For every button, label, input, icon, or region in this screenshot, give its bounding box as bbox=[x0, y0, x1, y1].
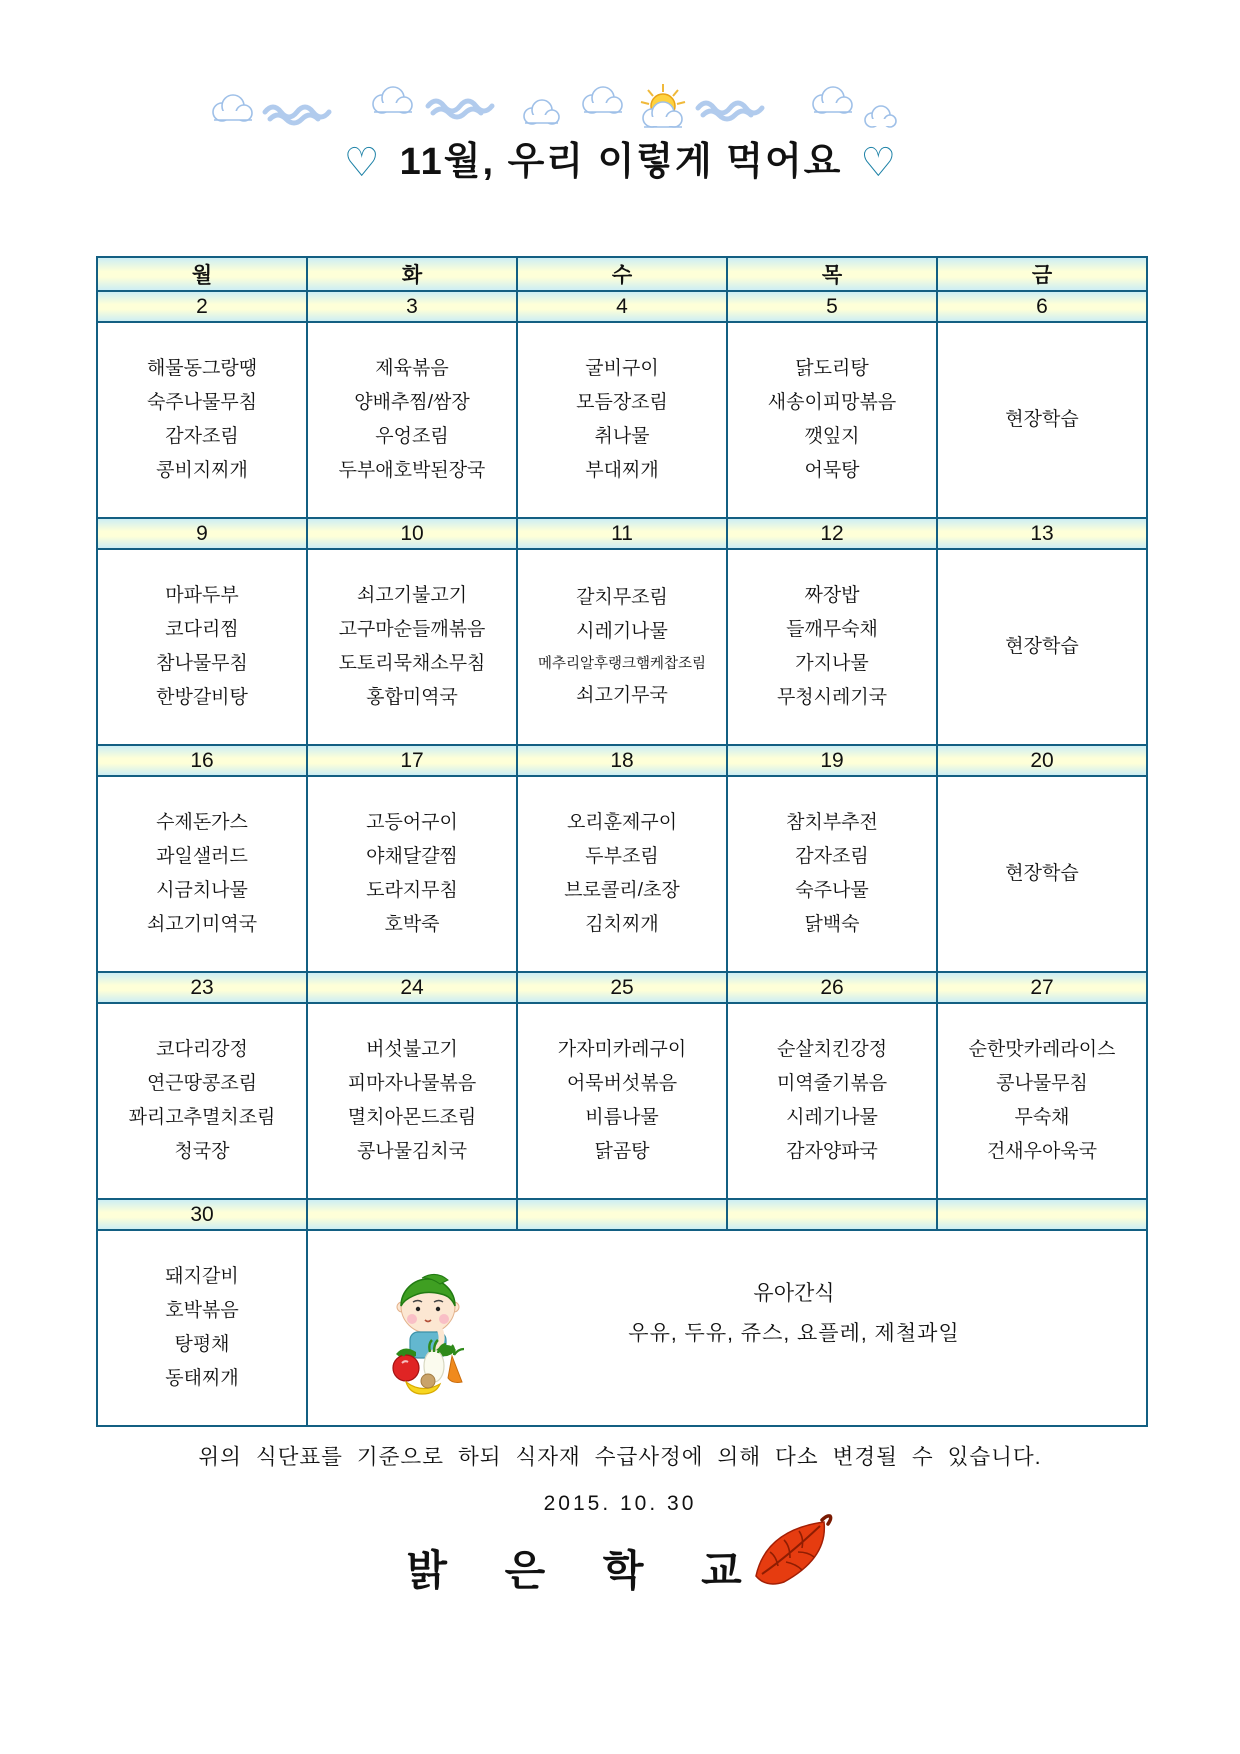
menu-item: 모듬장조림 bbox=[576, 392, 668, 413]
menu-item: 두부애호박된장국 bbox=[338, 460, 486, 481]
menu-item: 감자양파국 bbox=[786, 1141, 878, 1162]
menu-cell bbox=[307, 549, 517, 745]
page-title bbox=[96, 130, 1146, 185]
menu-cell bbox=[97, 1230, 307, 1426]
heart-icon: ♡ bbox=[860, 141, 899, 185]
menu-item: 가지나물 bbox=[795, 653, 869, 674]
cloud-icon bbox=[865, 106, 896, 127]
menu-item: 현장학습 bbox=[1005, 636, 1079, 657]
cloud-icon bbox=[583, 87, 622, 113]
day-header-row bbox=[97, 257, 1147, 291]
menu-cell bbox=[97, 322, 307, 518]
menu-item: 동태찌개 bbox=[165, 1368, 239, 1389]
cloud-icon bbox=[813, 87, 852, 113]
menu-row bbox=[97, 1230, 1147, 1426]
day-header-cell: 목 bbox=[727, 257, 937, 291]
menu-item: 어묵버섯볶음 bbox=[566, 1073, 678, 1094]
menu-item: 오리훈제구이 bbox=[566, 812, 678, 833]
menu-item: 시금치나물 bbox=[156, 880, 248, 901]
date-row bbox=[97, 1199, 1147, 1230]
menu-item: 과일샐러드 bbox=[156, 846, 248, 867]
menu-item: 콩나물무침 bbox=[996, 1073, 1088, 1094]
menu-calendar-table bbox=[96, 256, 1148, 1427]
date-cell: 20 bbox=[937, 745, 1147, 776]
menu-cell bbox=[97, 549, 307, 745]
menu-item: 참나물무침 bbox=[156, 653, 248, 674]
menu-item: 쇠고기불고기 bbox=[356, 585, 468, 606]
menu-item: 콩나물김치국 bbox=[356, 1141, 468, 1162]
school-name: 밝 은 학 교 bbox=[406, 1547, 752, 1594]
menu-item: 시레기나물 bbox=[576, 621, 668, 642]
menu-item: 쇠고기미역국 bbox=[146, 914, 258, 935]
date-cell: 4 bbox=[517, 291, 727, 322]
menu-item: 돼지갈비 bbox=[165, 1266, 239, 1287]
menu-item: 가자미카레구이 bbox=[557, 1039, 687, 1060]
menu-cell bbox=[97, 776, 307, 972]
menu-cell bbox=[937, 1003, 1147, 1199]
date-cell: 18 bbox=[517, 745, 727, 776]
menu-row bbox=[97, 1003, 1147, 1199]
red-leaf-icon bbox=[748, 1514, 834, 1596]
school-signature bbox=[0, 1538, 1240, 1598]
menu-item: 짜장밥 bbox=[804, 585, 860, 606]
issue-date: 2015. 10. 30 bbox=[543, 1492, 697, 1515]
menu-item: 홍합미역국 bbox=[366, 687, 458, 708]
date-cell: 11 bbox=[517, 518, 727, 549]
menu-item: 들깨무숙채 bbox=[786, 619, 878, 640]
menu-item: 갈치무조림 bbox=[576, 587, 668, 608]
date-cell bbox=[937, 1199, 1147, 1230]
menu-item: 호박볶음 bbox=[165, 1300, 239, 1321]
menu-item: 현장학습 bbox=[1005, 863, 1079, 884]
menu-item: 해물동그랑땡 bbox=[146, 358, 258, 379]
date-cell: 23 bbox=[97, 972, 307, 1003]
menu-item: 순살치킨강정 bbox=[776, 1039, 888, 1060]
field-trip-cell bbox=[937, 549, 1147, 745]
cloud-icon bbox=[213, 95, 252, 121]
snack-cell bbox=[307, 1230, 1147, 1426]
menu-item: 버섯불고기 bbox=[366, 1039, 458, 1060]
menu-cell bbox=[517, 776, 727, 972]
menu-cell bbox=[517, 322, 727, 518]
menu-item: 야채달걀찜 bbox=[366, 846, 458, 867]
sun-icon bbox=[641, 84, 685, 127]
date-cell bbox=[307, 1199, 517, 1230]
menu-cell bbox=[307, 776, 517, 972]
snack-title: 유아간식 bbox=[753, 1282, 835, 1305]
menu-item: 청국장 bbox=[174, 1141, 230, 1162]
menu-row bbox=[97, 322, 1147, 518]
menu-item: 콩비지찌개 bbox=[156, 460, 248, 481]
snack-items: 우유, 두유, 쥬스, 요플레, 제철과일 bbox=[628, 1322, 960, 1345]
menu-item: 멸치아몬드조림 bbox=[347, 1107, 477, 1128]
clouds-decoration bbox=[200, 82, 900, 136]
menu-item: 감자조림 bbox=[795, 846, 869, 867]
menu-cell bbox=[727, 776, 937, 972]
date-cell: 10 bbox=[307, 518, 517, 549]
menu-item: 도토리묵채소무침 bbox=[338, 653, 486, 674]
menu-item: 코다리강정 bbox=[156, 1039, 248, 1060]
menu-item: 한방갈비탕 bbox=[156, 687, 248, 708]
menu-item: 감자조림 bbox=[165, 426, 239, 447]
vegetables bbox=[393, 1340, 464, 1394]
date-cell: 12 bbox=[727, 518, 937, 549]
menu-item: 피마자나물볶음 bbox=[347, 1073, 477, 1094]
menu-item: 꽈리고추멸치조림 bbox=[128, 1107, 276, 1128]
date-row bbox=[97, 745, 1147, 776]
menu-item: 숙주나물무침 bbox=[146, 392, 258, 413]
menu-row bbox=[97, 776, 1147, 972]
menu-item: 연근땅콩조림 bbox=[146, 1073, 258, 1094]
menu-item: 닭도리탕 bbox=[795, 358, 869, 379]
menu-item: 깻잎지 bbox=[804, 426, 860, 447]
menu-item: 숙주나물 bbox=[795, 880, 869, 901]
menu-item: 건새우아욱국 bbox=[986, 1141, 1098, 1162]
date-row bbox=[97, 518, 1147, 549]
menu-cell bbox=[517, 1003, 727, 1199]
menu-item: 굴비구이 bbox=[585, 358, 659, 379]
menu-item: 부대찌개 bbox=[585, 460, 659, 481]
menu-cell bbox=[727, 1003, 937, 1199]
menu-item: 수제돈가스 bbox=[156, 812, 248, 833]
menu-item: 제육볶음 bbox=[375, 358, 449, 379]
menu-cell bbox=[517, 549, 727, 745]
page-title-text: 11월, 우리 이렇게 먹어요 bbox=[399, 141, 843, 183]
heart-icon: ♡ bbox=[343, 141, 382, 185]
date-cell bbox=[727, 1199, 937, 1230]
menu-item: 닭백숙 bbox=[804, 914, 860, 935]
menu-item: 어묵탕 bbox=[804, 460, 860, 481]
menu-calendar-body bbox=[97, 291, 1147, 1199]
menu-item: 닭곰탕 bbox=[594, 1141, 650, 1162]
date-cell: 5 bbox=[727, 291, 937, 322]
menu-item: 도라지무침 bbox=[366, 880, 458, 901]
field-trip-cell bbox=[937, 322, 1147, 518]
boy-with-vegetables-illustration bbox=[372, 1260, 484, 1396]
menu-item: 탕평채 bbox=[174, 1334, 230, 1355]
menu-cell bbox=[727, 549, 937, 745]
date-cell: 30 bbox=[97, 1199, 307, 1230]
menu-item: 새송이피망볶음 bbox=[767, 392, 897, 413]
menu-item: 호박죽 bbox=[384, 914, 440, 935]
menu-item: 취나물 bbox=[594, 426, 650, 447]
menu-cell bbox=[97, 1003, 307, 1199]
date-cell: 6 bbox=[937, 291, 1147, 322]
field-trip-cell bbox=[937, 776, 1147, 972]
menu-item: 두부조림 bbox=[585, 846, 659, 867]
last-week-body bbox=[97, 1199, 1147, 1426]
menu-item: 우엉조림 bbox=[375, 426, 449, 447]
menu-item: 고등어구이 bbox=[366, 812, 458, 833]
date-cell: 26 bbox=[727, 972, 937, 1003]
day-header-cell: 화 bbox=[307, 257, 517, 291]
date-cell: 3 bbox=[307, 291, 517, 322]
date-cell: 2 bbox=[97, 291, 307, 322]
menu-item: 참치부추전 bbox=[786, 812, 878, 833]
menu-item: 시레기나물 bbox=[786, 1107, 878, 1128]
menu-item: 브로콜리/초장 bbox=[564, 880, 680, 901]
menu-cell bbox=[307, 322, 517, 518]
menu-item: 쇠고기무국 bbox=[576, 685, 668, 706]
menu-item: 메추리알후랭크햄케찹조림 bbox=[537, 656, 707, 672]
menu-item: 코다리찜 bbox=[165, 619, 239, 640]
cloud-icon bbox=[373, 87, 412, 113]
date-cell: 17 bbox=[307, 745, 517, 776]
date-cell: 9 bbox=[97, 518, 307, 549]
change-notice: 위의 식단표를 기준으로 하되 식자재 수급사정에 의해 다소 변경될 수 있습니다. bbox=[198, 1445, 1042, 1469]
day-header-cell: 금 bbox=[937, 257, 1147, 291]
date-cell: 25 bbox=[517, 972, 727, 1003]
date-cell: 27 bbox=[937, 972, 1147, 1003]
crayon-squiggle bbox=[265, 101, 762, 123]
date-cell bbox=[517, 1199, 727, 1230]
menu-item: 무청시레기국 bbox=[776, 687, 888, 708]
menu-row bbox=[97, 549, 1147, 745]
menu-item: 마파두부 bbox=[165, 585, 239, 606]
menu-item: 양배추찜/쌈장 bbox=[354, 392, 470, 413]
menu-item: 무숙채 bbox=[1014, 1107, 1070, 1128]
menu-item: 김치찌개 bbox=[585, 914, 659, 935]
menu-item: 순한맛카레라이스 bbox=[968, 1039, 1116, 1060]
menu-item: 고구마순들깨볶음 bbox=[338, 619, 486, 640]
cloud-icon bbox=[524, 100, 559, 124]
day-header-cell: 수 bbox=[517, 257, 727, 291]
date-cell: 16 bbox=[97, 745, 307, 776]
date-row bbox=[97, 291, 1147, 322]
menu-item: 미역줄기볶음 bbox=[776, 1073, 888, 1094]
menu-item: 비름나물 bbox=[585, 1107, 659, 1128]
date-cell: 19 bbox=[727, 745, 937, 776]
menu-item: 현장학습 bbox=[1005, 409, 1079, 430]
date-row bbox=[97, 972, 1147, 1003]
day-header-cell: 월 bbox=[97, 257, 307, 291]
date-cell: 24 bbox=[307, 972, 517, 1003]
menu-cell bbox=[727, 322, 937, 518]
date-cell: 13 bbox=[937, 518, 1147, 549]
menu-cell bbox=[307, 1003, 517, 1199]
